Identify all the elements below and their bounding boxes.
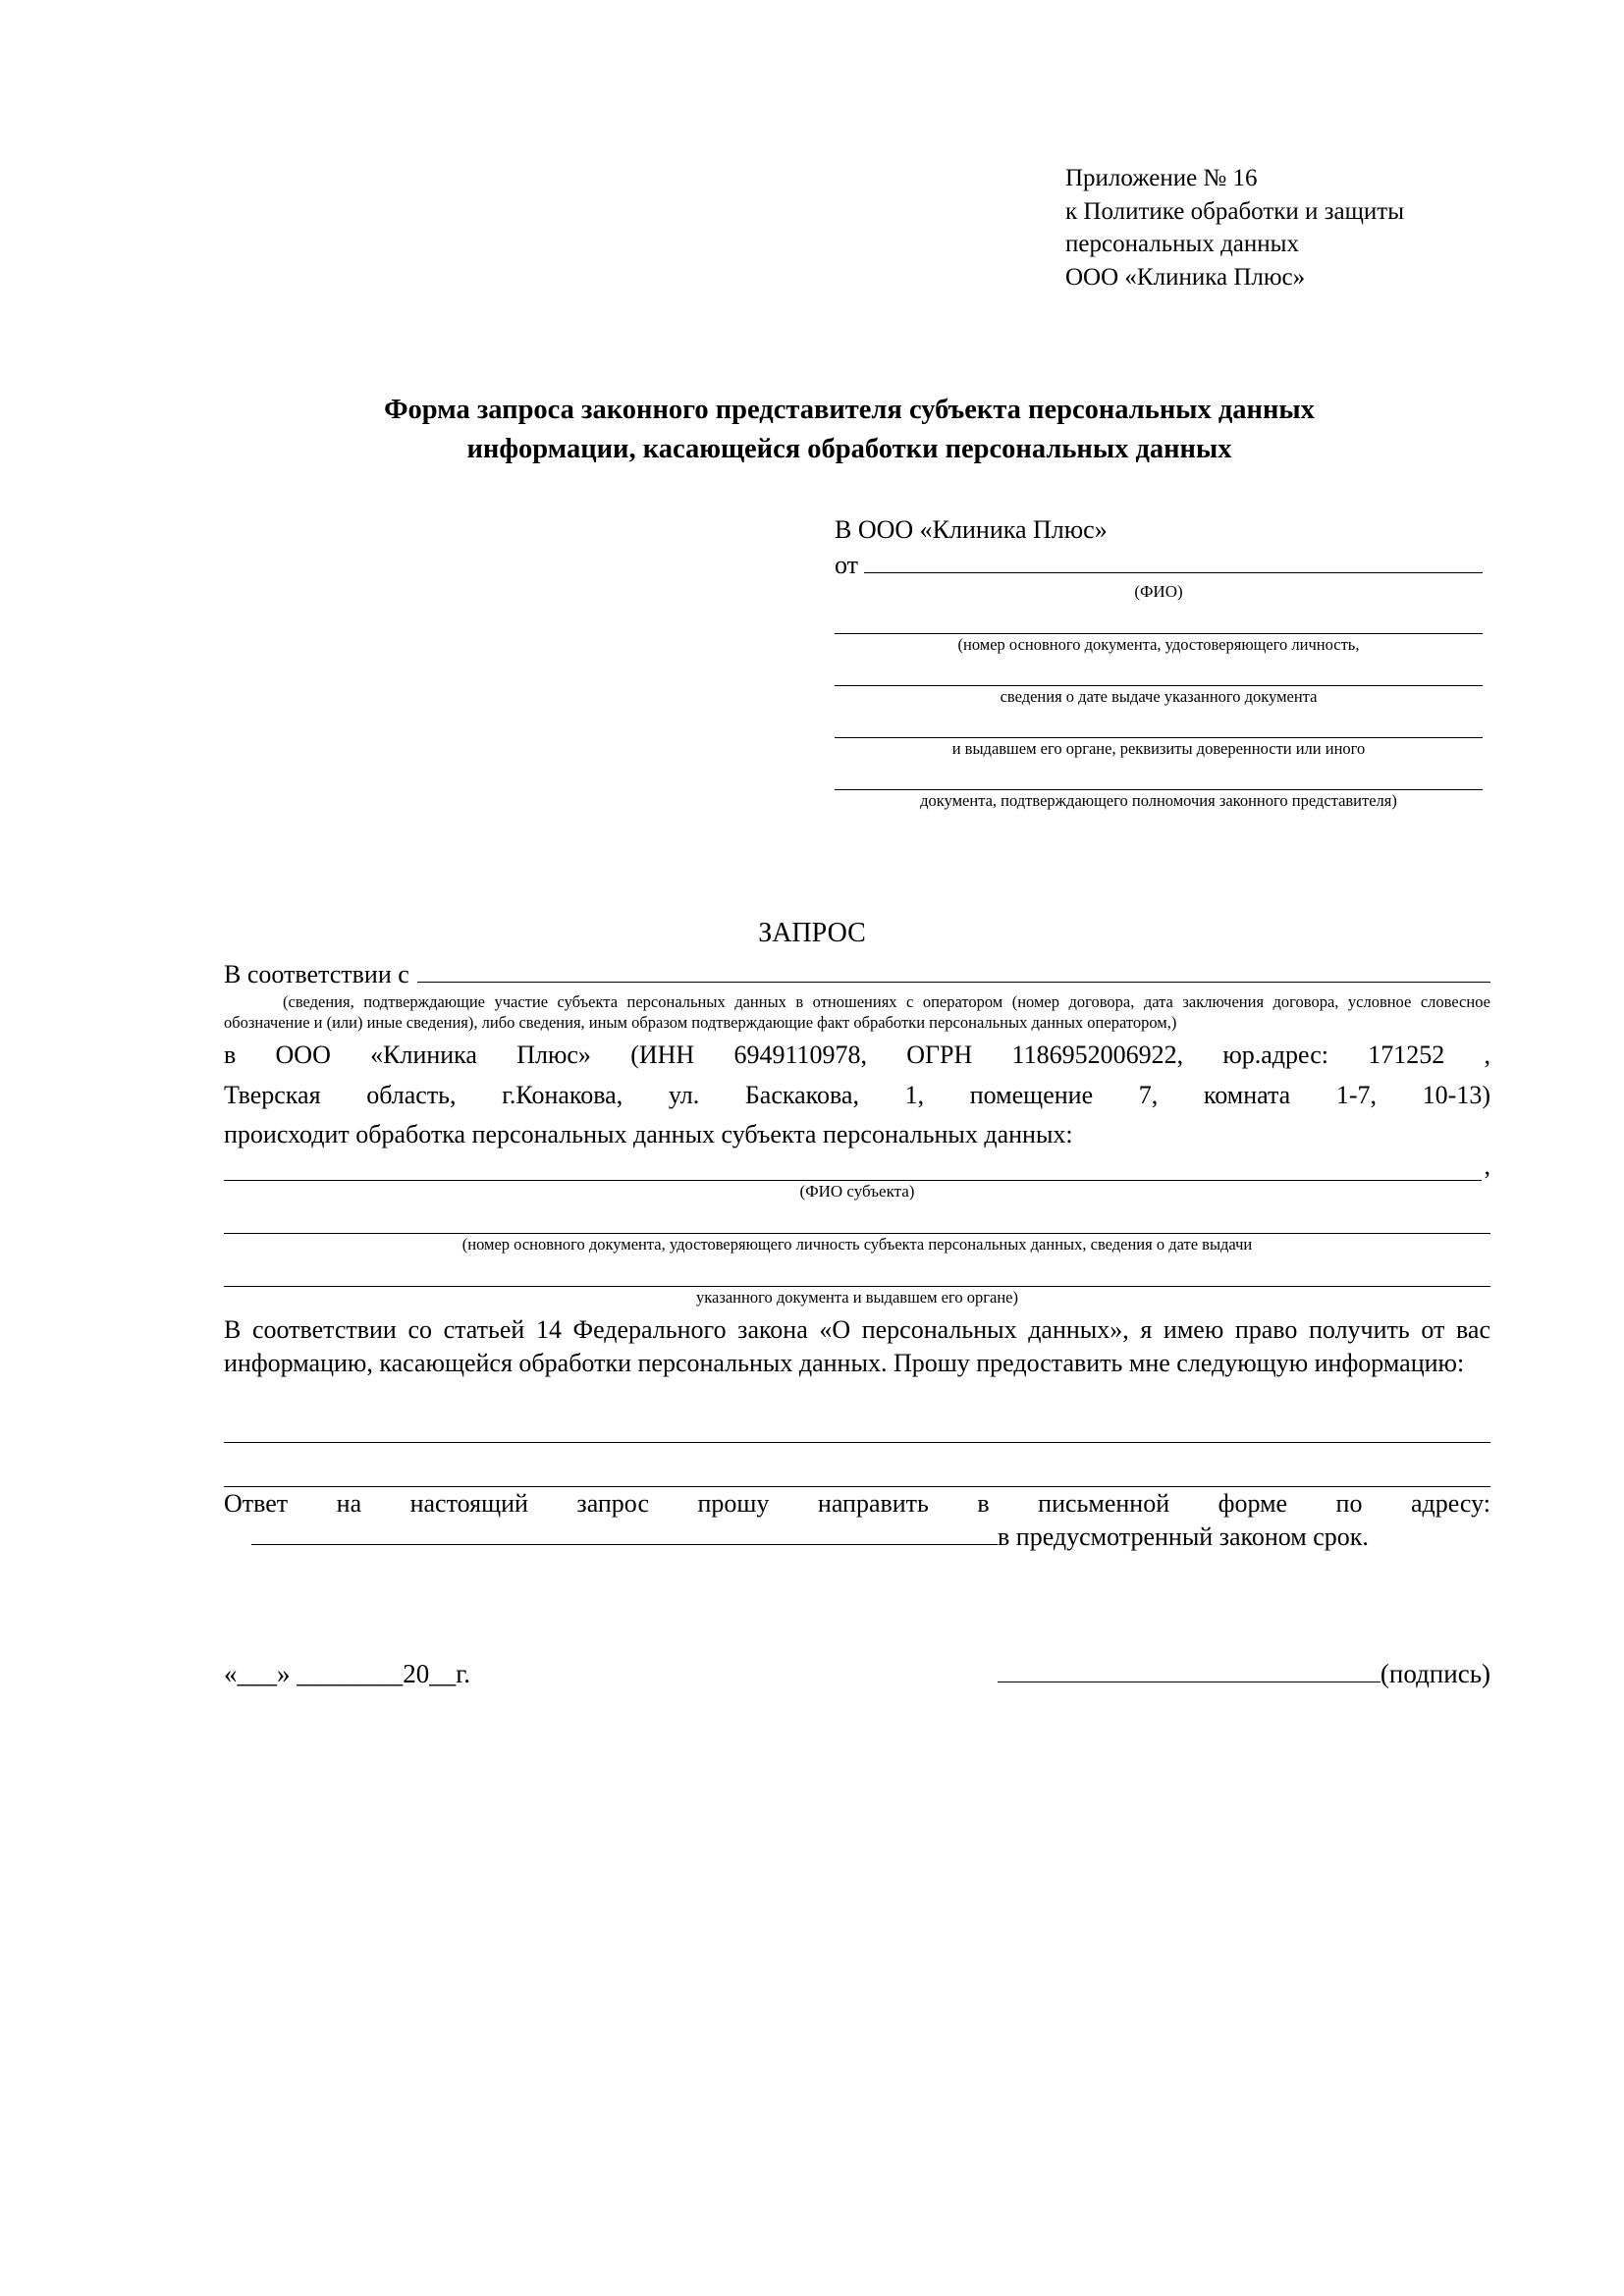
addressee-organization: В ООО «Клиника Плюс»	[835, 515, 1108, 544]
addressee-block	[835, 515, 1483, 818]
answer-blank-lines	[224, 1399, 1490, 1487]
caption-subject-document1: (номер основного документа, удостоверяющего личность субъекта персональных данных, сведения о дате выдачи	[461, 1235, 1253, 1255]
operator-paragraph-line2: Тверская область, г.Конакова, ул. Баскакова, 1, помещение 7, комната 1-7, 10-13)	[224, 1080, 1490, 1109]
signature-line[interactable]	[998, 1664, 1380, 1682]
date-field[interactable]: «___» ________20__г.	[224, 1659, 471, 1688]
participation-note	[224, 991, 1490, 1033]
in-accordance-row	[224, 960, 1490, 989]
signature-row	[224, 1659, 1490, 1689]
from-input-line[interactable]	[864, 553, 1483, 573]
caption-document-number: (номер основного документа, удостоверяющего личность,	[957, 635, 1360, 655]
page-title-line2: информации, касающейся обработки персональных данных	[466, 433, 1232, 464]
request-heading: ЗАПРОС	[758, 918, 866, 948]
from-row	[835, 551, 1483, 580]
caption-subject-fio: (ФИО субъекта)	[799, 1182, 915, 1201]
page-title-line1: Форма запроса законного представителя субъекта персональных данных	[384, 395, 1315, 425]
document-issuer-line[interactable]	[835, 714, 1483, 738]
answer-address-row	[224, 1522, 1490, 1552]
appendix-header	[1065, 162, 1576, 294]
in-accordance-label: В соответствии с	[224, 960, 409, 988]
policy-reference-line2: персональных данных	[1065, 231, 1299, 257]
document-number-line[interactable]	[835, 610, 1483, 634]
organization-name: ООО «Клиника Плюс»	[1065, 263, 1306, 291]
request-body	[224, 960, 1490, 1552]
answer-line-1[interactable]	[224, 1399, 1490, 1443]
caption-document-issuer: и выдавшем его органе, реквизиты доверенности или иного	[951, 738, 1366, 758]
answer-intro: Ответ на настоящий запрос прошу направить в письменной форме по адресу:	[224, 1488, 1490, 1518]
appendix-number: Приложение № 16	[1065, 165, 1258, 191]
caption-subject-document2: указанного документа и выдавшем его органе)	[696, 1288, 1018, 1308]
subject-fio-comma: ,	[1484, 1151, 1490, 1181]
answer-address-tail: в предусмотренный законом срок.	[998, 1522, 1369, 1552]
subject-document-issuer-line[interactable]	[224, 1260, 1490, 1287]
caption-fio: (ФИО)	[1134, 582, 1183, 601]
subject-fio-line[interactable]	[224, 1154, 1482, 1181]
policy-reference-line1: к Политике обработки и защиты	[1065, 197, 1405, 225]
signature-caption: (подпись)	[1380, 1659, 1490, 1688]
caption-document-date: сведения о дате выдаче указанного документа	[1000, 687, 1318, 707]
participation-note-text: (сведения, подтверждающие участие субъекта персональных данных в отношениях с оператором (номер договора, дата заключения договора, условное словесное обозначение и (или) иные сведения), либо сведения, иным образом подтверждающие факт обработки персональных данных оператором,)	[224, 992, 1490, 1033]
document-authority-line[interactable]	[835, 766, 1483, 790]
from-label: от	[835, 551, 859, 579]
page-title	[211, 391, 1488, 469]
caption-document-authority: документа, подтверждающего полномочия законного представителя)	[920, 790, 1397, 810]
operator-paragraph-line3: происходит обработка персональных данных субъекта персональных данных:	[224, 1119, 1073, 1148]
subject-fio-row	[224, 1151, 1490, 1181]
operator-paragraph-line1: в ООО «Клиника Плюс» (ИНН 6949110978, ОГРН 1186952006922, юр.адрес: 171252 ,	[224, 1041, 1490, 1070]
law-paragraph: В соответствии со статьей 14 Федерального закона «О персональных данных», я имею право получить от вас информацию, касающейся обработки персональных данных. Прошу предоставить мне следующую информацию:	[224, 1315, 1490, 1378]
in-accordance-input-line[interactable]	[417, 962, 1490, 983]
answer-line-2[interactable]	[224, 1443, 1490, 1487]
document-date-line[interactable]	[835, 662, 1483, 686]
answer-address-line[interactable]	[251, 1524, 998, 1545]
subject-document-line[interactable]	[224, 1207, 1490, 1234]
signature-field-group	[998, 1659, 1490, 1689]
